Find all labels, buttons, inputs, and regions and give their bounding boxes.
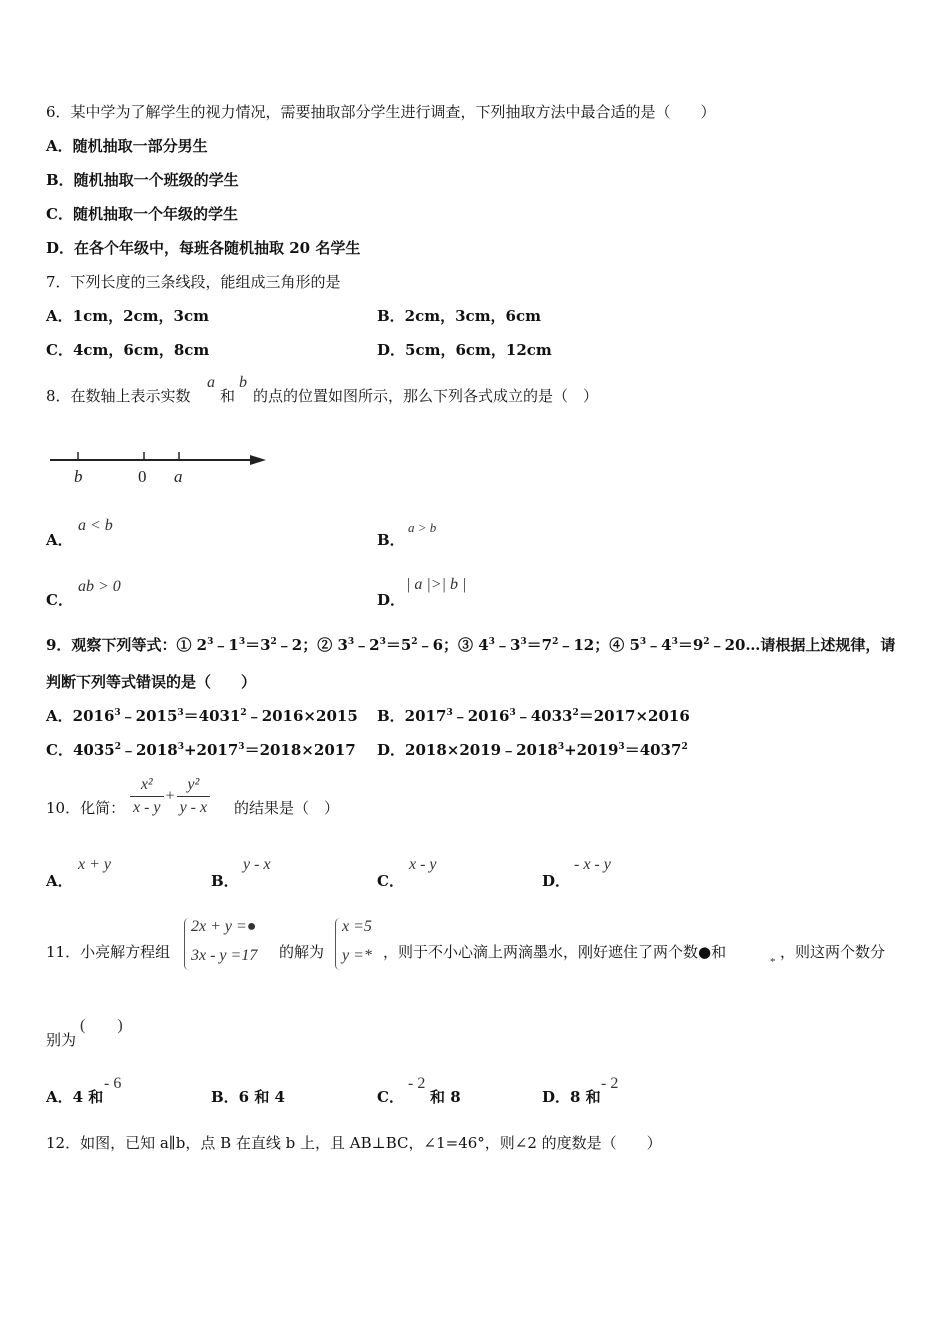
q7-stem: 7．下列长度的三条线段，能组成三角形的是	[46, 273, 341, 291]
q9-stem-line2: 判断下列等式错误的是（ ）	[46, 673, 257, 691]
q11-line2: 别为	[46, 1031, 77, 1049]
q6-stem: 6．某中学为了解学生的视力情况，需要抽取部分学生进行调查，下列抽取方法中最合适的是（ ）	[46, 103, 716, 121]
q11-option-c-value: - 2	[408, 1075, 426, 1092]
q10-stem-pre: 10．化简：	[46, 799, 126, 817]
q10-option-c-label: C．	[377, 872, 404, 890]
q10-option-d-expr: - x - y	[574, 856, 611, 873]
q6-option-b: B．随机抽取一个班级的学生	[46, 171, 239, 189]
q10-option-a-label: A．	[46, 872, 73, 890]
axis-label-a: a	[174, 467, 183, 486]
q8-option-a-expr: a < b	[78, 517, 113, 534]
q11-equation-2: 3x - y =17	[191, 947, 258, 964]
q9-stem-line1: 9．观察下列等式：① $2^3﹣1^3=3^2﹣2$；② $3^3﹣2^3=5^2﹣6$；③ $4^3﹣3^3=7^2﹣12$；④ $5^3﹣4^3=9^2﹣20\dots$请根据上述规律，请	[46, 636, 896, 654]
q10-option-a-expr: x + y	[78, 856, 111, 873]
q6-option-c: C．随机抽取一个年级的学生	[46, 205, 238, 223]
q11-stem-end: ，则这两个数分	[780, 943, 886, 961]
q8-option-c-label: C．	[46, 591, 73, 609]
q10-option-b-label: B．	[211, 872, 239, 890]
q11-option-a-value: - 6	[104, 1075, 122, 1092]
q11-option-c-label: C．	[377, 1088, 404, 1106]
q11-solution-brace	[335, 918, 340, 970]
axis-label-zero: 0	[138, 467, 147, 486]
number-line-figure	[44, 444, 274, 494]
q10-expression: $\frac{\text{x²}}{x - y}$ + $\frac{\text{y²}}{y - x}$	[128, 774, 212, 819]
q9-option-b: B．$2017^3﹣2016^3﹣4033^2=2017\times 2016$	[377, 707, 690, 725]
q8-var-a: a	[207, 374, 215, 391]
q8-option-a-label: A．	[46, 531, 73, 549]
q11-system-brace	[184, 918, 189, 970]
q8-option-b-expr: a > b	[408, 520, 437, 535]
q11-option-d-label: D．8 和	[542, 1088, 601, 1106]
q7-option-b: B．2cm，3cm，6cm	[377, 307, 542, 325]
q8-option-b-label: B．	[377, 531, 405, 549]
q11-option-c-tail: 和 8	[430, 1088, 461, 1106]
q11-option-b: B．6 和 4	[211, 1088, 285, 1106]
q8-var-b: b	[239, 374, 247, 391]
axis-label-b: b	[74, 467, 83, 486]
q8-stem-post: 的点的位置如图所示，那么下列各式成立的是（ ）	[253, 387, 599, 405]
q10-stem-post: 的结果是（ ）	[234, 799, 340, 817]
q6-option-d: D．在各个年级中，每班各随机抽取 20 名学生	[46, 239, 361, 257]
q7-option-c: C．4cm，6cm，8cm	[46, 341, 210, 359]
q10-option-c-expr: x - y	[409, 856, 437, 873]
q11-answer-paren: ( )	[80, 1017, 123, 1034]
q11-stem-mid: 的解为	[279, 943, 325, 961]
q9-option-a: A．$2016^3﹣2015^3=4031^2﹣2016\times 2015$	[46, 707, 358, 725]
q6-option-a: A．随机抽取一部分男生	[46, 137, 208, 155]
q11-option-a-label: A．4 和	[46, 1088, 104, 1106]
q10-option-d-label: D．	[542, 872, 571, 890]
q7-option-a: A．1cm，2cm，3cm	[46, 307, 209, 325]
q10-fraction-1: $\frac{\text{x²}}{x - y}$	[130, 774, 164, 819]
q8-option-d-expr: | a |>| b |	[406, 576, 467, 593]
q10-fraction-2: $\frac{\text{y²}}{y - x}$	[177, 774, 211, 819]
q8-option-d-label: D．	[377, 591, 406, 609]
q8-stem-pre: 8．在数轴上表示实数	[46, 387, 191, 405]
number-line-arrow	[250, 455, 266, 465]
q11-option-d-value: - 2	[601, 1075, 619, 1092]
q11-stem-post: ，则于不小心滴上两滴墨水，刚好遮住了两个数●和	[383, 943, 727, 961]
q9-option-c: C．$4035^2﹣2018^3+2017^3=2018\times 2017$	[46, 741, 356, 759]
q7-option-d: D．5cm，6cm，12cm	[377, 341, 552, 359]
q8-option-c-expr: ab > 0	[78, 578, 121, 595]
q11-star: *	[770, 956, 776, 968]
q11-stem-pre: 11．小亮解方程组	[46, 943, 171, 961]
q8-and: 和	[220, 387, 236, 405]
q9-option-d: D．$2018\times 2019﹣2018^3+2019^3=4037^2$	[377, 741, 688, 759]
q11-solution-1: x =5	[342, 918, 372, 935]
q10-option-b-expr: y - x	[243, 856, 271, 873]
q12-stem: 12．如图，已知 a∥b，点 B 在直线 b 上，且 AB⊥BC，∠1=46°，则∠2 的度数是（ ）	[46, 1134, 662, 1152]
q11-solution-2: y =*	[342, 947, 372, 964]
q11-equation-1: 2x + y =●	[191, 918, 257, 935]
